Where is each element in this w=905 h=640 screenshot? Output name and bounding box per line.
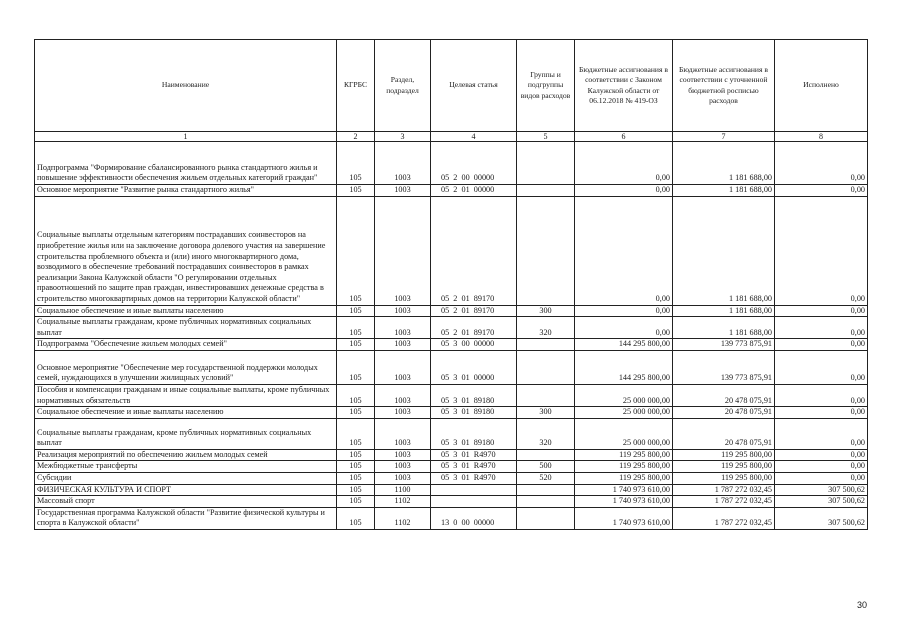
row-name: Основное мероприятие "Обеспечение мер государственной поддержки молодых семей, нуждающихся в улучшении жилищных условий" — [35, 350, 337, 384]
row-name: Пособия и компенсации гражданам и иные социальные выплаты, кроме публичных нормативных обязательств — [35, 384, 337, 406]
column-number: 8 — [775, 132, 868, 142]
row-revised-allocation: 20 478 075,91 — [673, 418, 775, 449]
row-kgrbs: 105 — [337, 496, 375, 508]
row-target-article: 05 3 01 89180 — [431, 418, 517, 449]
row-expense-type: 300 — [517, 305, 575, 317]
row-executed: 0,00 — [775, 185, 868, 197]
row-kgrbs: 105 — [337, 472, 375, 484]
header-law-allocations: Бюджетные ассигнования в соответствии с Законом Калужской области от 06.12.2018 № 419-ОЗ — [575, 40, 673, 132]
header-section: Раздел, подраздел — [375, 40, 431, 132]
header-expense-type: Группы и подгруппы видов расходов — [517, 40, 575, 132]
row-revised-allocation: 1 181 688,00 — [673, 196, 775, 305]
row-law-allocation: 1 740 973 610,00 — [575, 496, 673, 508]
row-name: Массовый спорт — [35, 496, 337, 508]
row-expense-type — [517, 196, 575, 305]
row-law-allocation: 1 740 973 610,00 — [575, 507, 673, 529]
row-expense-type — [517, 185, 575, 197]
row-expense-type — [517, 384, 575, 406]
row-section: 1003 — [375, 449, 431, 461]
column-number: 3 — [375, 132, 431, 142]
table-row — [35, 449, 868, 461]
header-name: Наименование — [35, 40, 337, 132]
budget-table — [34, 39, 868, 530]
row-law-allocation: 0,00 — [575, 305, 673, 317]
row-section: 1003 — [375, 305, 431, 317]
row-revised-allocation: 20 478 075,91 — [673, 384, 775, 406]
row-revised-allocation: 1 787 272 032,45 — [673, 507, 775, 529]
row-executed: 307 500,62 — [775, 484, 868, 496]
row-expense-type: 520 — [517, 472, 575, 484]
table-row — [35, 142, 868, 185]
row-executed: 0,00 — [775, 196, 868, 305]
column-number: 7 — [673, 132, 775, 142]
table-body — [35, 142, 868, 530]
row-kgrbs: 105 — [337, 418, 375, 449]
row-target-article: 05 2 01 89170 — [431, 317, 517, 339]
row-executed: 0,00 — [775, 317, 868, 339]
row-law-allocation: 144 295 800,00 — [575, 339, 673, 351]
column-number: 6 — [575, 132, 673, 142]
row-section: 1003 — [375, 350, 431, 384]
row-kgrbs: 105 — [337, 484, 375, 496]
row-law-allocation: 25 000 000,00 — [575, 407, 673, 419]
table-row — [35, 484, 868, 496]
row-target-article: 05 2 00 00000 — [431, 142, 517, 185]
row-section: 1003 — [375, 196, 431, 305]
column-number: 2 — [337, 132, 375, 142]
header-revised-allocations: Бюджетные ассигнования в соответствии с уточненной бюджетной росписью расходов — [673, 40, 775, 132]
row-revised-allocation: 139 773 875,91 — [673, 339, 775, 351]
row-law-allocation: 119 295 800,00 — [575, 461, 673, 473]
row-kgrbs: 105 — [337, 339, 375, 351]
row-target-article: 05 2 01 00000 — [431, 185, 517, 197]
row-kgrbs: 105 — [337, 507, 375, 529]
row-expense-type: 300 — [517, 407, 575, 419]
row-section: 1003 — [375, 384, 431, 406]
table-row — [35, 305, 868, 317]
row-name: Государственная программа Калужской области "Развитие физической культуры и спорта в Калужской области" — [35, 507, 337, 529]
row-kgrbs: 105 — [337, 407, 375, 419]
row-section: 1003 — [375, 185, 431, 197]
table-row — [35, 185, 868, 197]
row-expense-type: 320 — [517, 317, 575, 339]
row-expense-type — [517, 449, 575, 461]
row-target-article: 05 2 01 89170 — [431, 196, 517, 305]
row-executed: 307 500,62 — [775, 507, 868, 529]
row-section: 1003 — [375, 472, 431, 484]
table-row — [35, 317, 868, 339]
table-row — [35, 507, 868, 529]
row-expense-type: 500 — [517, 461, 575, 473]
row-name: Реализация мероприятий по обеспечению жильем молодых семей — [35, 449, 337, 461]
row-expense-type — [517, 339, 575, 351]
row-executed: 0,00 — [775, 472, 868, 484]
table-row — [35, 418, 868, 449]
row-law-allocation: 119 295 800,00 — [575, 472, 673, 484]
row-section: 1003 — [375, 142, 431, 185]
row-name: Основное мероприятие "Развитие рынка стандартного жилья" — [35, 185, 337, 197]
row-kgrbs: 105 — [337, 185, 375, 197]
row-law-allocation: 25 000 000,00 — [575, 384, 673, 406]
row-name: Социальное обеспечение и иные выплаты населению — [35, 305, 337, 317]
row-target-article: 05 3 00 00000 — [431, 339, 517, 351]
row-executed: 0,00 — [775, 461, 868, 473]
row-kgrbs: 105 — [337, 317, 375, 339]
page-number: 30 — [857, 600, 868, 610]
row-name: Подпрограмма "Обеспечение жильем молодых семей" — [35, 339, 337, 351]
row-revised-allocation: 1 181 688,00 — [673, 317, 775, 339]
row-expense-type — [517, 496, 575, 508]
table-row — [35, 384, 868, 406]
column-number: 4 — [431, 132, 517, 142]
row-section: 1003 — [375, 407, 431, 419]
header-target-article: Целевая статья — [431, 40, 517, 132]
row-name: Социальное обеспечение и иные выплаты населению — [35, 407, 337, 419]
row-law-allocation: 0,00 — [575, 185, 673, 197]
row-kgrbs: 105 — [337, 142, 375, 185]
row-expense-type — [517, 484, 575, 496]
row-kgrbs: 105 — [337, 384, 375, 406]
row-kgrbs: 105 — [337, 461, 375, 473]
row-kgrbs: 105 — [337, 449, 375, 461]
column-number: 1 — [35, 132, 337, 142]
row-target-article: 05 3 01 89180 — [431, 384, 517, 406]
row-section: 1100 — [375, 484, 431, 496]
row-kgrbs: 105 — [337, 350, 375, 384]
row-target-article: 05 2 01 89170 — [431, 305, 517, 317]
row-revised-allocation: 1 787 272 032,45 — [673, 496, 775, 508]
row-executed: 0,00 — [775, 142, 868, 185]
row-law-allocation: 25 000 000,00 — [575, 418, 673, 449]
row-name: Подпрограмма "Формирование сбалансированного рынка стандартного жилья и повышение эффективности обеспечения жильем отдельных категорий граждан" — [35, 142, 337, 185]
row-law-allocation: 1 740 973 610,00 — [575, 484, 673, 496]
row-section: 1003 — [375, 339, 431, 351]
row-law-allocation: 0,00 — [575, 196, 673, 305]
row-executed: 0,00 — [775, 449, 868, 461]
row-target-article: 05 3 01 89180 — [431, 407, 517, 419]
row-section: 1102 — [375, 507, 431, 529]
row-law-allocation: 144 295 800,00 — [575, 350, 673, 384]
row-executed: 0,00 — [775, 305, 868, 317]
row-target-article: 05 3 01 R4970 — [431, 472, 517, 484]
table-row — [35, 350, 868, 384]
row-law-allocation: 0,00 — [575, 317, 673, 339]
row-revised-allocation: 1 787 272 032,45 — [673, 484, 775, 496]
row-law-allocation: 0,00 — [575, 142, 673, 185]
row-expense-type: 320 — [517, 418, 575, 449]
header-executed: Исполнено — [775, 40, 868, 132]
row-revised-allocation: 1 181 688,00 — [673, 185, 775, 197]
table-row — [35, 461, 868, 473]
row-expense-type — [517, 507, 575, 529]
row-expense-type — [517, 142, 575, 185]
row-executed: 307 500,62 — [775, 496, 868, 508]
row-executed: 0,00 — [775, 339, 868, 351]
row-section: 1003 — [375, 418, 431, 449]
row-revised-allocation: 119 295 800,00 — [673, 449, 775, 461]
table-row — [35, 196, 868, 305]
row-target-article: 05 3 01 R4970 — [431, 461, 517, 473]
row-target-article: 05 3 01 R4970 — [431, 449, 517, 461]
row-executed: 0,00 — [775, 407, 868, 419]
row-revised-allocation: 119 295 800,00 — [673, 461, 775, 473]
row-executed: 0,00 — [775, 350, 868, 384]
header-kgrbs: КГРБС — [337, 40, 375, 132]
row-kgrbs: 105 — [337, 196, 375, 305]
column-number: 5 — [517, 132, 575, 142]
column-number-row — [35, 132, 868, 142]
row-name: Межбюджетные трансферты — [35, 461, 337, 473]
table-row — [35, 496, 868, 508]
row-kgrbs: 105 — [337, 305, 375, 317]
row-name: ФИЗИЧЕСКАЯ КУЛЬТУРА И СПОРТ — [35, 484, 337, 496]
row-target-article — [431, 484, 517, 496]
table-row — [35, 339, 868, 351]
row-section: 1003 — [375, 461, 431, 473]
row-revised-allocation: 139 773 875,91 — [673, 350, 775, 384]
row-revised-allocation: 119 295 800,00 — [673, 472, 775, 484]
row-expense-type — [517, 350, 575, 384]
row-target-article: 13 0 00 00000 — [431, 507, 517, 529]
table-row — [35, 407, 868, 419]
row-name: Субсидии — [35, 472, 337, 484]
row-revised-allocation: 1 181 688,00 — [673, 305, 775, 317]
row-revised-allocation: 20 478 075,91 — [673, 407, 775, 419]
row-executed: 0,00 — [775, 418, 868, 449]
header-row — [35, 40, 868, 132]
row-section: 1003 — [375, 317, 431, 339]
row-law-allocation: 119 295 800,00 — [575, 449, 673, 461]
row-section: 1102 — [375, 496, 431, 508]
row-name: Социальные выплаты гражданам, кроме публичных нормативных социальных выплат — [35, 418, 337, 449]
row-executed: 0,00 — [775, 384, 868, 406]
row-target-article: 05 3 01 00000 — [431, 350, 517, 384]
row-name: Социальные выплаты гражданам, кроме публичных нормативных социальных выплат — [35, 317, 337, 339]
row-revised-allocation: 1 181 688,00 — [673, 142, 775, 185]
table-row — [35, 472, 868, 484]
row-target-article — [431, 496, 517, 508]
row-name: Социальные выплаты отдельным категориям пострадавших соинвесторов на приобретение жилья или на заключение договора долевого участия на завершение строительства проблемного объекта и (или) иного многоквартирного дома, возводимого в обеспечение требований пострадавших соинвесторов в рамках реализации Закона Калужской области "О регулировании отдельных правоотношений по защите прав граждан, инвестировавших денежные средства в строительство многоквартирных домов на территории Калужской области" — [35, 196, 337, 305]
